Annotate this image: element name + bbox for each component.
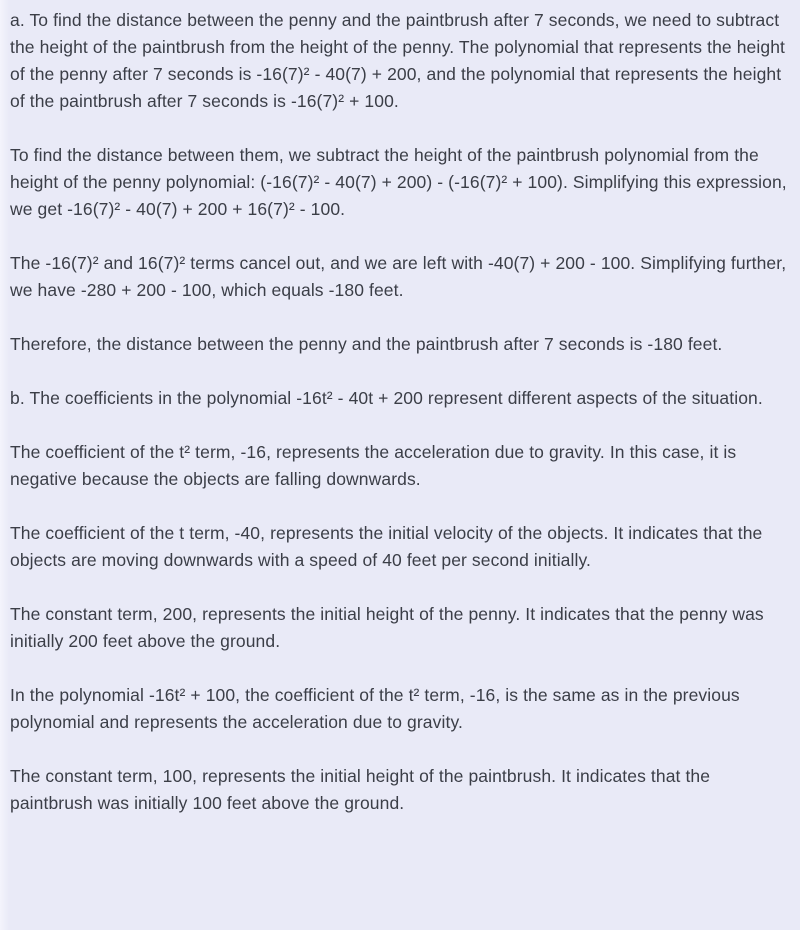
answer-paragraph-constant-100: The constant term, 100, represents the initial height of the paintbrush. It indicates that the paintbrush was initially 100 feet above the ground. — [10, 766, 711, 813]
answer-paragraph-t-squared-coefficient: The coefficient of the t² term, -16, represents the acceleration due to gravity. In this case, it is negative because the objects are falling downwards. — [10, 442, 737, 489]
answer-paragraph-constant-200: The constant term, 200, represents the initial height of the penny. It indicates that the penny was initially 200 feet above the ground. — [10, 604, 764, 651]
answer-paragraph-subtraction: To find the distance between them, we subtract the height of the paintbrush polynomial from the height of the penny polynomial: (-16(7)² - 40(7) + 200) - (-16(7)² + 100). Simplifying this expression, we get -16(7)² - 40(7) + 200 + 16(7)² - 100. — [10, 145, 787, 219]
answer-paragraph-second-polynomial: In the polynomial -16t² + 100, the coefficient of the t² term, -16, is the same as in the previous polynomial and represents the acceleration due to gravity. — [10, 685, 740, 732]
answer-text — [10, 7, 790, 817]
answer-paragraph-part-a-conclusion: Therefore, the distance between the penny and the paintbrush after 7 seconds is -180 feet. — [10, 334, 723, 354]
answer-paragraph-t-coefficient: The coefficient of the t term, -40, represents the initial velocity of the objects. It indicates that the objects are moving downwards with a speed of 40 feet per second initially. — [10, 523, 763, 570]
answer-paragraph-part-b-intro: b. The coefficients in the polynomial -16t² - 40t + 200 represent different aspects of the situation. — [10, 388, 763, 408]
answer-paragraph-cancellation: The -16(7)² and 16(7)² terms cancel out, and we are left with -40(7) + 200 - 100. Simplifying further, we have -280 + 200 - 100, which equals -180 feet. — [10, 253, 787, 300]
answer-paragraph-part-a-setup: a. To find the distance between the penny and the paintbrush after 7 seconds, we need to subtract the height of the paintbrush from the height of the penny. The polynomial that represents the height of the penny after 7 seconds is -16(7)² - 40(7) + 200, and the polynomial that represents the height of the paintbrush after 7 seconds is -16(7)² + 100. — [10, 10, 785, 111]
